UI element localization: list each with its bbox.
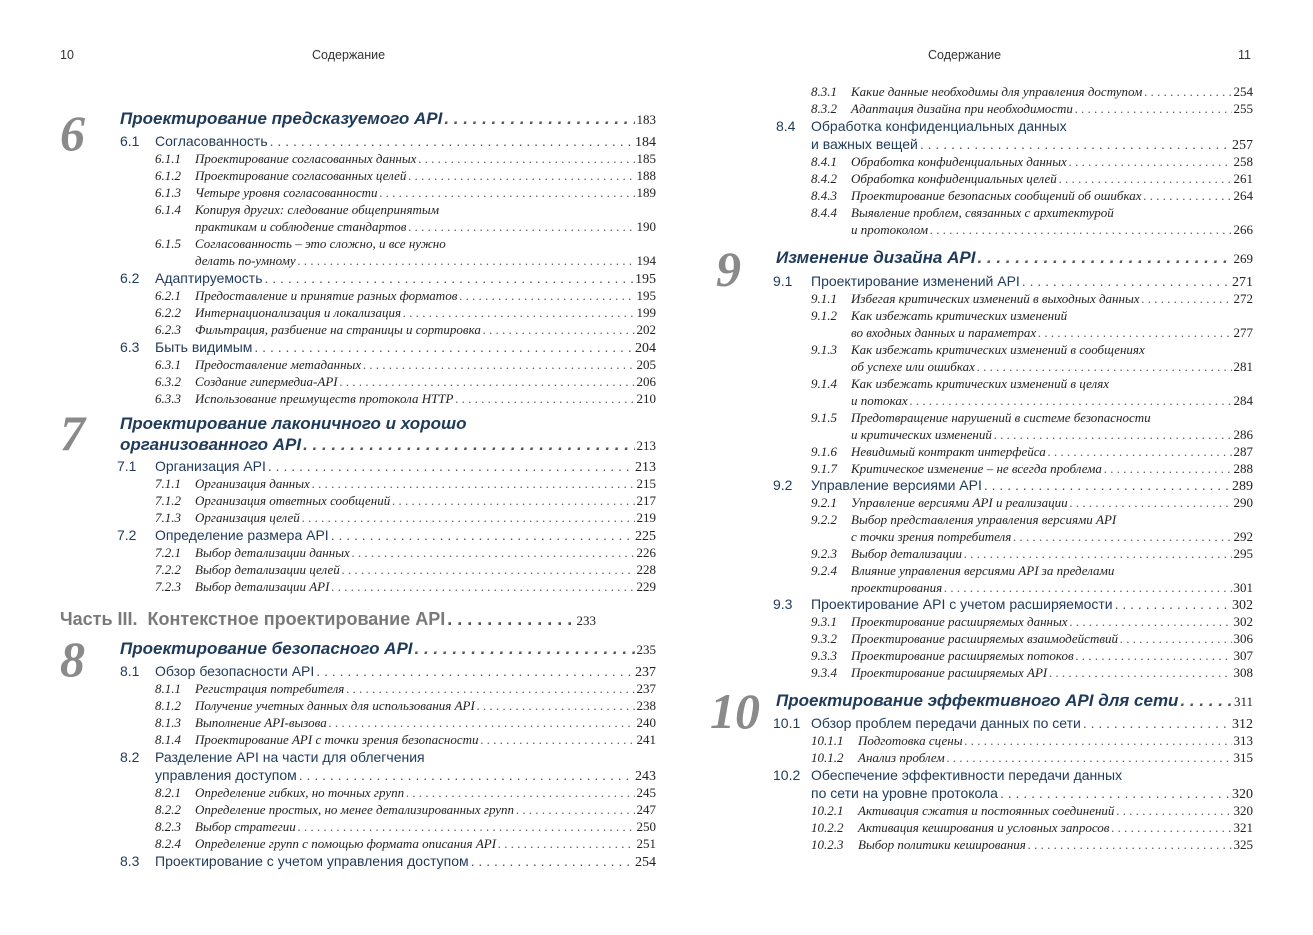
toc-subsection-entry[interactable]: 6.3.1 Предоставление метаданных . . . 205 (155, 356, 656, 373)
chapter-number: 8 (60, 631, 85, 687)
toc-subsection-entry[interactable]: 9.1.2 Как избежать критических изменений (811, 308, 1068, 323)
toc-subsection-continuation[interactable]: с точки зрения потребителя . . . 292 (851, 528, 1253, 545)
toc-subsection-entry[interactable]: 8.1.4 Проектирование API с точки зрения безопасности . . . 241 (155, 731, 656, 748)
chapter-number: 7 (60, 405, 85, 461)
toc-section-entry[interactable]: 9.1 Проектирование изменений API . . . 271 (773, 273, 1253, 290)
toc-subsection-continuation[interactable]: практикам и соблюдение стандартов . . . 190 (195, 218, 656, 235)
toc-subsection-entry[interactable]: 6.1.1 Проектирование согласованных данных . . . 185 (155, 150, 656, 167)
toc-subsection-continuation[interactable]: и протоколом . . . 266 (851, 221, 1253, 238)
toc-chapter-continuation[interactable]: организованного API . . . 213 (120, 436, 656, 453)
toc-subsection-entry[interactable]: 9.2.4 Влияние управления версиями API за пределами (811, 563, 1115, 578)
toc-subsection-entry[interactable]: 7.1.1 Организация данных . . . 215 (155, 475, 656, 492)
toc-subsection-entry[interactable]: 8.2.1 Определение гибких, но точных групп . . . 245 (155, 784, 656, 801)
toc-subsection-entry[interactable]: 9.2.1 Управление версиями API и реализации . . . 290 (811, 494, 1253, 511)
toc-subsection-entry[interactable]: 6.1.5 Согласованность – это сложно, и все нужно (155, 236, 446, 251)
toc-subsection-entry[interactable]: 6.2.2 Интернационализация и локализация . . . 199 (155, 304, 656, 321)
toc-part-entry[interactable]: Часть III. Контекстное проектирование API . . . 233 (60, 608, 596, 630)
toc-subsection-entry[interactable]: 10.1.1 Подготовка сцены . . . 313 (811, 732, 1253, 749)
toc-subsection-entry[interactable]: 8.2.3 Выбор стратегии . . . 250 (155, 818, 656, 835)
toc-subsection-entry[interactable]: 9.1.4 Как избежать критических изменений в целях (811, 376, 1110, 391)
toc-subsection-entry[interactable]: 7.2.2 Выбор детализации целей . . . 228 (155, 561, 656, 578)
toc-subsection-entry[interactable]: 9.2.2 Выбор представления управления версиями API (811, 512, 1117, 527)
toc-subsection-entry[interactable]: 8.1.3 Выполнение API-вызова . . . 240 (155, 714, 656, 731)
toc-section-entry[interactable]: 7.1 Организация API . . . 213 (117, 458, 656, 475)
right-page (710, 0, 1256, 935)
toc-subsection-entry[interactable]: 8.4.1 Обработка конфиденциальных данных . . . 258 (811, 153, 1253, 170)
toc-subsection-entry[interactable]: 6.3.3 Использование преимуществ протокола HTTP . . . 210 (155, 390, 656, 407)
toc-section-entry[interactable]: 9.3 Проектирование API с учетом расширяемости . . . 302 (773, 596, 1253, 613)
page-number: 11 (1238, 48, 1251, 62)
toc-subsection-entry[interactable]: 10.2.2 Активация кеширования и условных запросов . . . 321 (811, 819, 1253, 836)
toc-section-continuation[interactable]: управления доступом . . . 243 (155, 767, 656, 784)
toc-section-continuation[interactable]: по сети на уровне протокола . . . 320 (811, 785, 1253, 802)
toc-subsection-entry[interactable]: 9.1.1 Избегая критических изменений в выходных данных . . . 272 (811, 290, 1253, 307)
page-number: 10 (60, 48, 74, 62)
toc-subsection-entry[interactable]: 9.1.7 Критическое изменение – не всегда проблема . . . 288 (811, 460, 1253, 477)
toc-subsection-entry[interactable]: 10.2.3 Выбор политики кеширования . . . 325 (811, 836, 1253, 853)
toc-subsection-entry[interactable]: 9.1.6 Невидимый контракт интерфейса . . . 287 (811, 443, 1253, 460)
toc-subsection-entry[interactable]: 9.1.3 Как избежать критических изменений в сообщениях (811, 342, 1145, 357)
toc-section-entry[interactable]: 9.2 Управление версиями API . . . 289 (773, 477, 1253, 494)
toc-chapter-entry[interactable]: Проектирование безопасного API . . . 235 (120, 640, 656, 657)
toc-subsection-entry[interactable]: 7.2.3 Выбор детализации API . . . 229 (155, 578, 656, 595)
toc-subsection-entry[interactable]: 6.2.3 Фильтрация, разбиение на страницы и сортировка . . . 202 (155, 321, 656, 338)
toc-section-entry[interactable]: 10.1 Обзор проблем передачи данных по сети . . . 312 (773, 715, 1253, 732)
toc-subsection-entry[interactable]: 6.1.2 Проектирование согласованных целей . . . 188 (155, 167, 656, 184)
toc-subsection-entry[interactable]: 9.3.1 Проектирование расширяемых данных . . . 302 (811, 613, 1253, 630)
toc-subsection-continuation[interactable]: об успехе или ошибках . . . 281 (851, 358, 1253, 375)
toc-section-entry[interactable]: 6.1 Согласованность . . . 184 (120, 133, 656, 150)
toc-subsection-entry[interactable]: 6.1.4 Копируя других: следование общепринятым (155, 202, 439, 217)
chapter-number: 6 (60, 105, 85, 161)
toc-subsection-entry[interactable]: 8.4.3 Проектирование безопасных сообщений об ошибках . . . 264 (811, 187, 1253, 204)
toc-subsection-entry[interactable]: 6.3.2 Создание гипермедиа-API . . . 206 (155, 373, 656, 390)
toc-subsection-entry[interactable]: 6.1.3 Четыре уровня согласованности . . . 189 (155, 184, 656, 201)
toc-chapter-entry[interactable]: Проектирование лаконичного и хорошо (120, 414, 467, 433)
chapter-number: 10 (710, 683, 760, 739)
toc-chapter-entry[interactable]: Изменение дизайна API . . . 269 (776, 249, 1253, 266)
toc-subsection-entry[interactable]: 9.2.3 Выбор детализации . . . 295 (811, 545, 1253, 562)
toc-section-entry[interactable]: 8.3 Проектирование с учетом управления доступом . . . 254 (120, 853, 656, 870)
running-header: Содержание (312, 48, 386, 62)
toc-subsection-continuation[interactable]: делать по-умному . . . 194 (195, 252, 656, 269)
toc-subsection-entry[interactable]: 9.1.5 Предотвращение нарушений в системе безопасности (811, 410, 1151, 425)
toc-subsection-entry[interactable]: 8.1.2 Получение учетных данных для использования API . . . 238 (155, 697, 656, 714)
running-header: Содержание (928, 48, 1002, 62)
toc-section-entry[interactable]: 10.2 Обеспечение эффективности передачи данных (773, 767, 1123, 783)
page-ref: 183 (636, 112, 656, 127)
toc-subsection-entry[interactable]: 8.1.1 Регистрация потребителя . . . 237 (155, 680, 656, 697)
toc-section-entry[interactable]: 8.1 Обзор безопасности API . . . 237 (120, 663, 656, 680)
toc-subsection-continuation[interactable]: и потоках . . . 284 (851, 392, 1253, 409)
toc-chapter-entry[interactable]: Проектирование эффективного API для сети . . . 311 (776, 692, 1253, 709)
toc-section-entry[interactable]: 8.4 Обработка конфиденциальных данных (776, 118, 1067, 134)
chapter-title: Проектирование предсказуемого API (120, 109, 443, 128)
toc-subsection-continuation[interactable]: проектирования . . . 301 (851, 579, 1253, 596)
toc-subsection-entry[interactable]: 9.3.4 Проектирование расширяемых API . . . 308 (811, 664, 1253, 681)
toc-section-entry[interactable]: 8.2 Разделение API на части для облегчения (120, 749, 425, 765)
toc-subsection-entry[interactable]: 8.2.2 Определение простых, но менее детализированных групп . . . 247 (155, 801, 656, 818)
toc-subsection-continuation[interactable]: и критических изменений . . . 286 (851, 426, 1253, 443)
toc-subsection-entry[interactable]: 8.3.1 Какие данные необходимы для управления доступом . . . 254 (811, 83, 1253, 100)
left-page (60, 0, 656, 935)
toc-subsection-entry[interactable]: 8.4.4 Выявление проблем, связанных с архитектурой (811, 205, 1114, 220)
toc-subsection-entry[interactable]: 7.1.3 Организация целей . . . 219 (155, 509, 656, 526)
toc-subsection-entry[interactable]: 8.2.4 Определение групп с помощью формата описания API . . . 251 (155, 835, 656, 852)
toc-subsection-entry[interactable]: 8.4.2 Обработка конфиденциальных целей . . . 261 (811, 170, 1253, 187)
toc-subsection-entry[interactable]: 7.2.1 Выбор детализации данных . . . 226 (155, 544, 656, 561)
toc-section-entry[interactable]: 6.2 Адаптируемость . . . 195 (120, 270, 656, 287)
toc-section-entry[interactable]: 7.2 Определение размера API . . . 225 (117, 527, 656, 544)
toc-subsection-entry[interactable]: 10.2.1 Активация сжатия и постоянных соединений . . . 320 (811, 802, 1253, 819)
toc-subsection-entry[interactable]: 9.3.3 Проектирование расширяемых потоков . . . 307 (811, 647, 1253, 664)
toc-subsection-continuation[interactable]: во входных данных и параметрах . . . 277 (851, 324, 1253, 341)
toc-section-continuation[interactable]: и важных вещей . . . 257 (811, 136, 1253, 153)
toc-subsection-entry[interactable]: 9.3.2 Проектирование расширяемых взаимодействий . . . 306 (811, 630, 1253, 647)
toc-chapter-entry[interactable] (120, 110, 656, 127)
toc-subsection-entry[interactable]: 10.1.2 Анализ проблем . . . 315 (811, 749, 1253, 766)
toc-subsection-entry[interactable]: 7.1.2 Организация ответных сообщений . . . 217 (155, 492, 656, 509)
toc-subsection-entry[interactable]: 8.3.2 Адаптация дизайна при необходимости . . . 255 (811, 100, 1253, 117)
toc-section-entry[interactable]: 6.3 Быть видимым . . . 204 (120, 339, 656, 356)
chapter-number: 9 (716, 241, 741, 297)
toc-subsection-entry[interactable]: 6.2.1 Предоставление и принятие разных форматов . . . 195 (155, 287, 656, 304)
